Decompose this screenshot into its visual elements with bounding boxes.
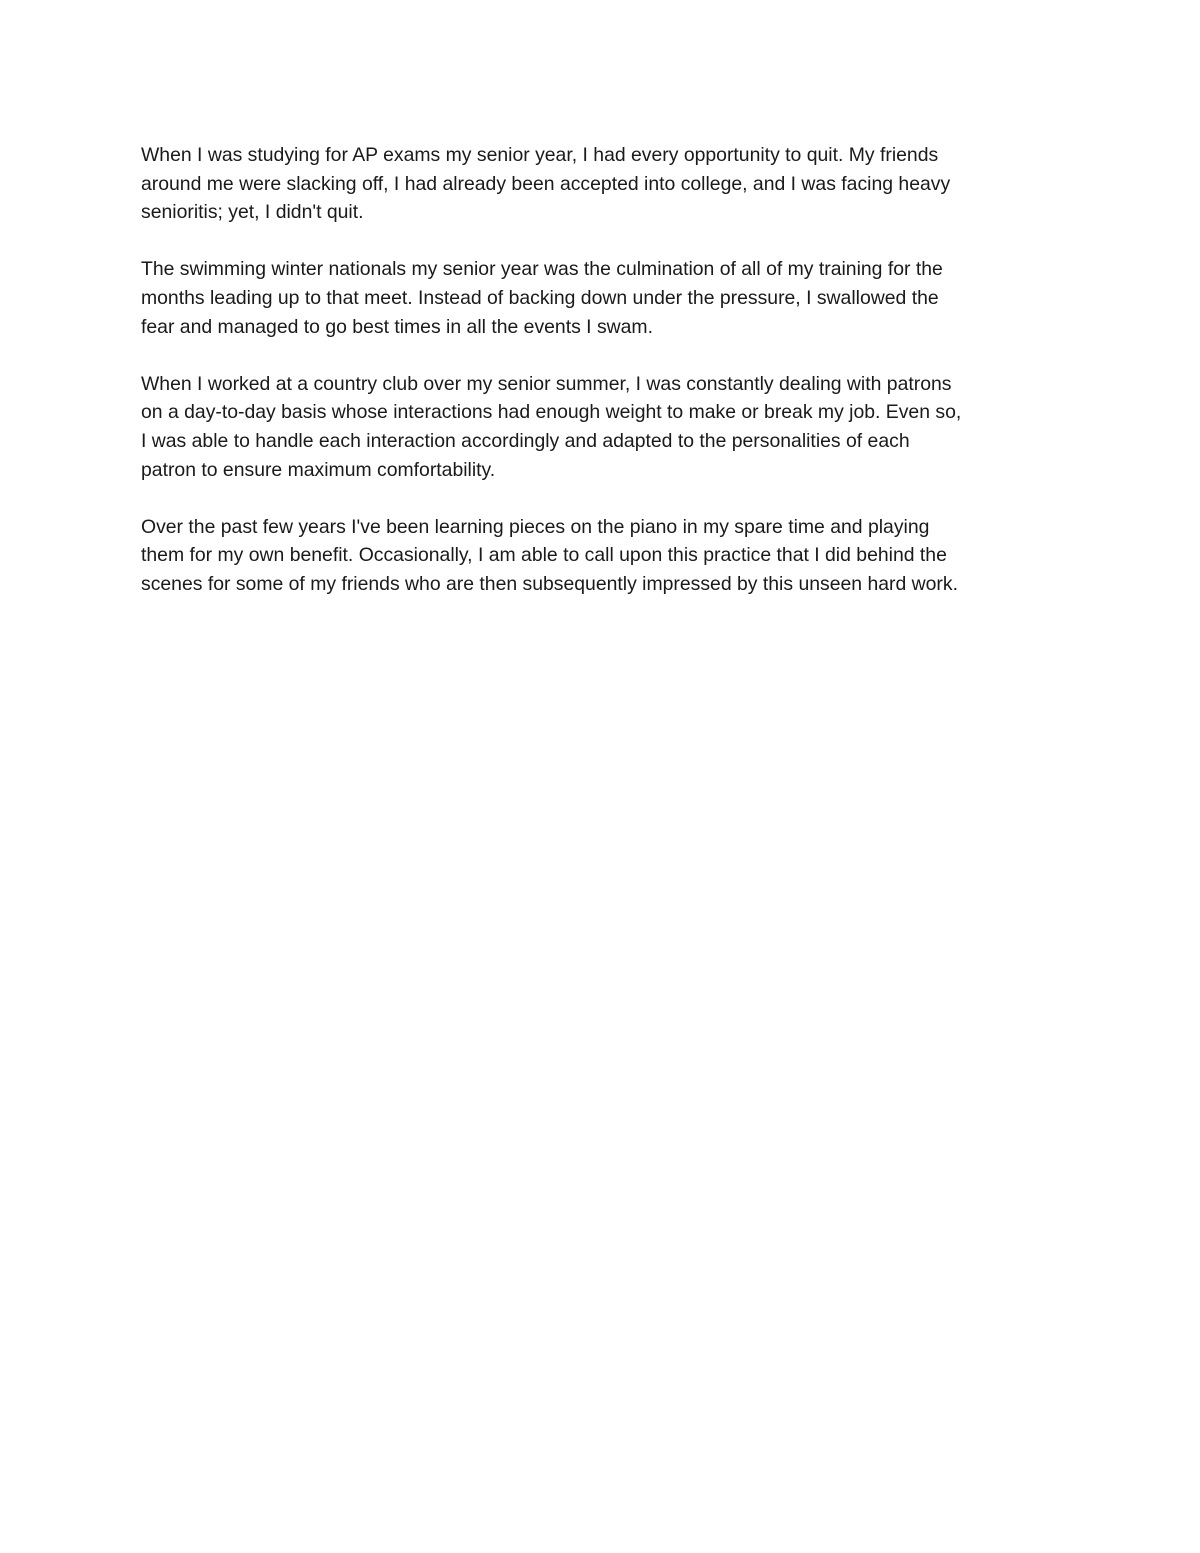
paragraph-line: When I was studying for AP exams my senior year, I had every opportunity to quit. My friends bbox=[141, 144, 939, 166]
paragraph-line: around me were slacking off, I had already been accepted into college, and I was facing heavy bbox=[141, 172, 951, 195]
paragraph-line: them for my own benefit. Occasionally, I am able to call upon this practice that I did behind the bbox=[141, 544, 947, 567]
paragraph-line: When I worked at a country club over my senior summer, I was constantly dealing with patrons bbox=[141, 372, 952, 395]
document-body bbox=[141, 141, 1066, 627]
paragraph-country-club bbox=[141, 370, 1066, 484]
paragraph-line: on a day-to-day basis whose interactions had enough weight to make or break my job. Even so, bbox=[141, 401, 962, 424]
paragraph-line: Over the past few years I've been learning pieces on the piano in my spare time and playing bbox=[141, 515, 930, 538]
paragraph-line: months leading up to that meet. Instead of backing down under the pressure, I swallowed the bbox=[141, 286, 939, 309]
paragraph-ap-exams bbox=[141, 141, 1066, 227]
paragraph-line: The swimming winter nationals my senior year was the culmination of all of my training for the bbox=[141, 258, 943, 281]
paragraph-line: senioritis; yet, I didn't quit. bbox=[141, 201, 364, 224]
paragraph-line: I was able to handle each interaction accordingly and adapted to the personalities of each bbox=[141, 429, 910, 452]
paragraph-line: scenes for some of my friends who are then subsequently impressed by this unseen hard work. bbox=[141, 572, 958, 595]
paragraph-swimming bbox=[141, 255, 1066, 341]
paragraph-line: fear and managed to go best times in all the events I swam. bbox=[141, 315, 653, 338]
paragraph-piano bbox=[141, 513, 1066, 599]
paragraph-line: patron to ensure maximum comfortability. bbox=[141, 458, 496, 481]
